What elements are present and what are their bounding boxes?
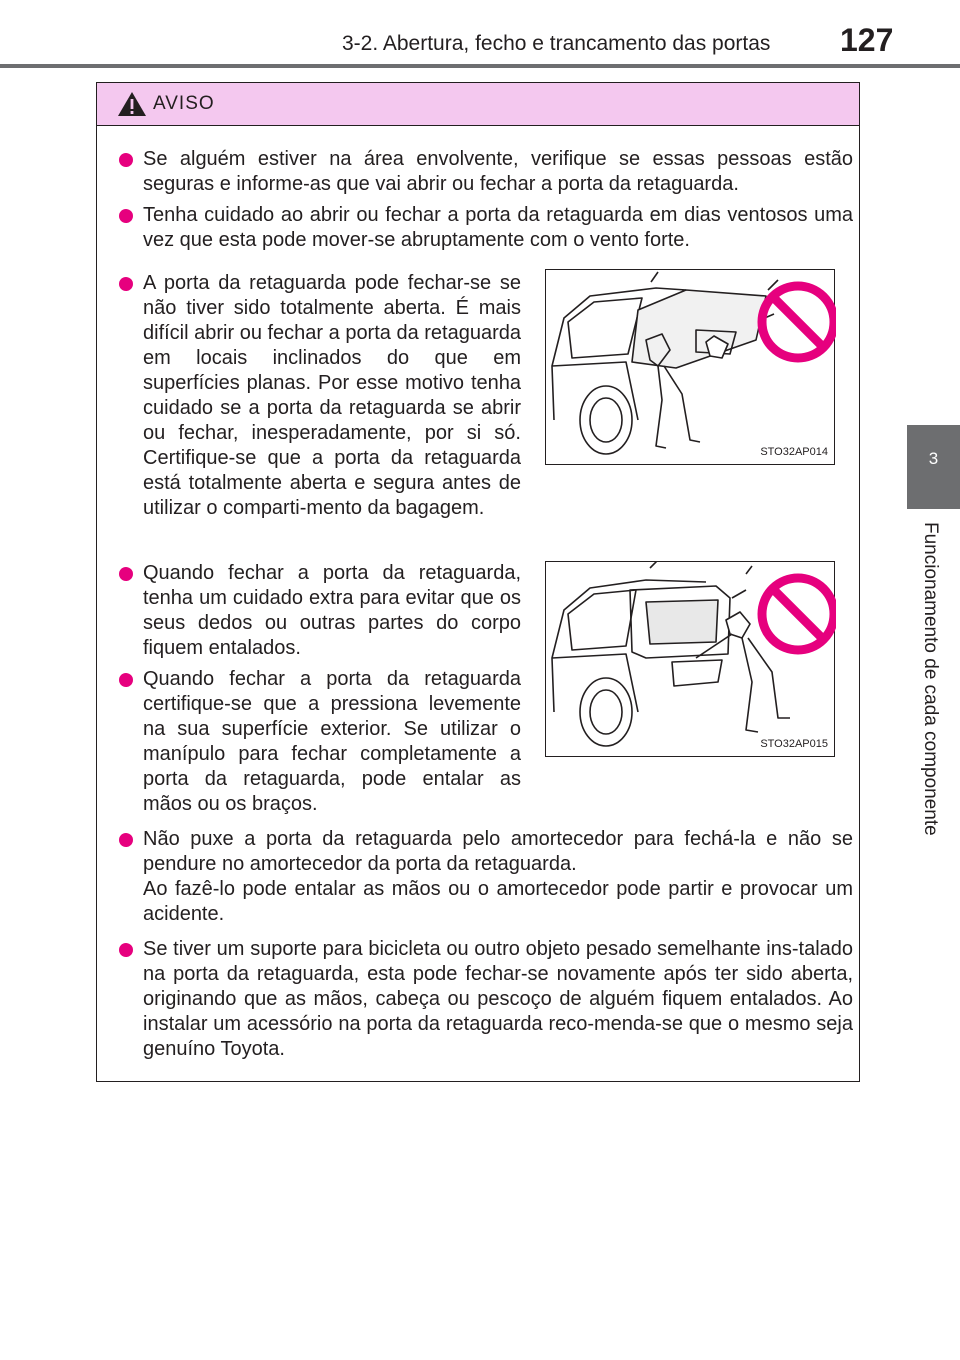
car-tailgate-illustration — [546, 270, 836, 466]
bullet-icon — [119, 943, 133, 957]
warning-item: Se alguém estiver na área envolvente, verifique se essas pessoas estão seguras e informe-as que vai abrir ou fechar a porta da retaguarda. — [143, 147, 853, 197]
chapter-tab[interactable] — [907, 425, 960, 509]
warning-item: Não puxe a porta da retaguarda pelo amortecedor para fechá-la e não se pendure no amortecedor da porta da retaguarda. Ao fazê-lo pode entalar as mãos ou o amortecedor pode partir e provocar um acidente. — [143, 827, 853, 927]
bullet-icon — [119, 153, 133, 167]
figure-code: STO32AP014 — [760, 446, 828, 458]
bullet-icon — [119, 209, 133, 223]
page-number: 127 — [840, 22, 894, 58]
bullet-icon — [119, 833, 133, 847]
warning-item: Quando fechar a porta da retaguarda certifique-se que a pressiona levemente na sua superfície exterior. Se utilizar o manípulo para fechar completamente a porta da retaguarda, pode entalar as mãos ou os braços. — [143, 667, 521, 817]
warning-title: AVISO — [153, 93, 215, 114]
warning-triangle-icon — [117, 91, 147, 117]
warning-item: Tenha cuidado ao abrir ou fechar a porta da retaguarda em dias ventosos uma vez que esta pode mover-se abruptamente com o vento forte. — [143, 203, 853, 253]
car-tailgate-pinch-illustration — [546, 562, 836, 758]
warning-item: Se tiver um suporte para bicicleta ou outro objeto pesado semelhante ins-talado na porta da retaguarda, esta pode fechar-se novamente após ter sido aberta, originando que as mãos, cabeça ou pescoço de alguém fiquem entalados. Ao instalar um acessório na porta da retaguarda reco-menda-se que o mesmo seja genuíno Toyota. — [143, 937, 853, 1062]
figure-tailgate-closing — [545, 269, 835, 465]
chapter-label: Funcionamento de cada componente — [920, 522, 941, 836]
section-title: 3-2. Abertura, fecho e trancamento das portas — [342, 32, 771, 55]
warning-item: A porta da retaguarda pode fechar-se se não tiver sido totalmente aberta. É mais difícil abrir ou fechar a porta da retaguarda em locais inclinados do que em superfícies planas. Por esse motivo tenha cuidado se a porta da retaguarda se abrir ou fechar, inesperadamente, por si só. Certifique-se que a porta da retaguarda está totalmente aberta e segura antes de utilizar o comparti-mento da bagagem. — [143, 271, 521, 521]
bullet-icon — [119, 277, 133, 291]
warning-item: Quando fechar a porta da retaguarda, tenha um cuidado extra para evitar que os seus dedos ou outras partes do corpo fiquem entalados. — [143, 561, 521, 661]
warning-header — [97, 83, 859, 126]
figure-code: STO32AP015 — [760, 738, 828, 750]
bullet-icon — [119, 673, 133, 687]
figure-tailgate-pinch — [545, 561, 835, 757]
header-divider — [0, 64, 960, 68]
bullet-icon — [119, 567, 133, 581]
warning-box — [96, 82, 860, 1082]
chapter-number: 3 — [928, 449, 939, 468]
